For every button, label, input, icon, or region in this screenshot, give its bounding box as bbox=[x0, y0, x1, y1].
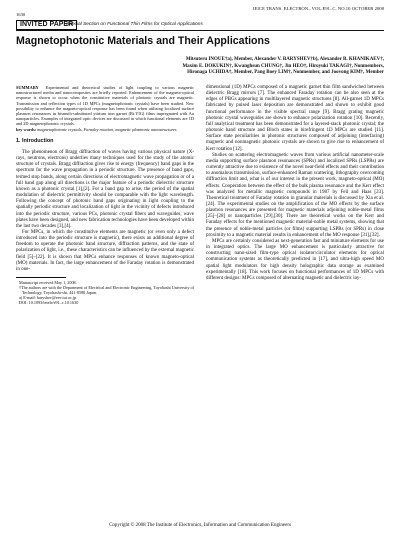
footnotes bbox=[16, 280, 194, 305]
abstract-label: SUMMARY bbox=[16, 85, 39, 90]
section-heading-introduction: 1. Introduction bbox=[16, 137, 54, 144]
paper-type-label: INVITED PAPER bbox=[16, 20, 77, 30]
left-column bbox=[16, 85, 194, 306]
author-line: Maxim E. DOKUKIN†, Kwanghsun CHUNG†, Jin HEO†, Hiroyuki TAKAGI†, Nonmembers, bbox=[182, 63, 384, 69]
header-rule bbox=[16, 30, 384, 31]
copyright-footer: Copyright © 2008 The Institute of Electronics, Information and Communication Engineers bbox=[109, 523, 291, 528]
footnote-received: Manuscript received May 1, 2008. bbox=[19, 280, 77, 286]
keywords-text: magnetophotonic crystals, Faraday rotation, magnetic plasmonic nanostructures bbox=[37, 126, 177, 132]
footnote-email: a) E-mail: baryshev@eee.tut.ac.jp bbox=[19, 295, 76, 301]
special-section-label: Special Section on Functional Thin Films for Optical Applications bbox=[66, 22, 203, 27]
footnote-rule bbox=[16, 277, 66, 278]
author-list bbox=[16, 57, 384, 77]
keywords-label: key words: bbox=[16, 126, 37, 132]
author-line: Hironaga UCHIDA†, Member, Pang Boey LIM†, Nonmember, and Joovong KIM†, Member bbox=[187, 70, 384, 76]
author-line: Mitsuteru INOUE†a), Member, Alexander V. BARYSHEV†b), Alexander B. KHANIKAEV†, bbox=[185, 57, 384, 62]
abstract-text: Experimental and theoretical studies of light coupling to various magnetic nanostructured media and nanocomposites are briefly reported. Enhancement of the magneto-optical response is shown to occur when the constitutive materials of photonic crystals are magnetic. Transmission and reflection types of 1D MPCs (magnetophotonic crystals) have been studied. New possibility to enhance the magneto-optical response has been found when utilizing localized surface plasmon resonances in bismuth-substituted yttrium iron garnet (Bi:YIG) films impregnated with Au nanoparticles. Examples of integrated optic devices are discussed in which functional elements are 1D and 2D magnetophotonic crystals. bbox=[16, 85, 194, 127]
body-paragraph: For MPCs, in which the constitutive elements are magnetic (or even only a defect introduced into the periodic structure is magnetic), there exists an additional degree of freedom to operate the photonic band structure, diffraction patterns, and the state of polarization of light, i.e., these characteristics can be influenced by the external magnetic field [5]–[22]. It is shown that MPCs enhance responses of known magneto-optical (MO) materials. In fact, the large enhancement of the Faraday rotation is demonstrated in one- bbox=[16, 230, 194, 272]
body-paragraph: MPCs are certainly considered as next-generation fast and miniature elements for use in integrated optics. The large MO enhancement is particularly attractive for constructing nano-sized film-type optical isolator/circulator elements for optical communication systems as theoretically predicted in [17], and ultra-high speed MO spatial light modulators for high density holographic data storage as examined experimentally [18]. This work focuses on functional performances of 1D MPCs with different designs: MPCs composed of alternating magnetic and dielectric lay- bbox=[206, 238, 384, 281]
journal-header: IEICE TRANS. ELECTRON., VOL.E91–C, NO.10 OCTOBER 2008 bbox=[252, 6, 384, 11]
body-paragraph: Studies on scattering electromagnetic waves from various artificial nanometer-scale media supporting surface plasmon resonances (SPRs) and localized SPRs (LSPRs) are currently attractive due to existence of the novel near-field effects and their contribution to anomalous transmission, surface-enhanced Raman scattering, lithography overcoming diffraction limit and, what is of our interest in the present work, magneto-optical (MO) effects. Cooperation between the effect of the bulk plasma resonance and the Kerr effect was analyzed for metallic magnetic compounds in 1987 by Feil and Haas [23]. Theoretical treatment of Faraday rotation in granular materials is discussed by Xia et al. [24]. The experimental studies on the amplification of the MO effects by the surface plasmon resonances are presented for magnetic materials adjoining noble-metal films [25]–[28] or nanoparticles [29],[30]. There are theoretical works on the Kerr and Faraday effects for the mentioned magnetic material-noble metal systems, showing that the presence of noble-metal particles (or films) supporting LSPRs (or SPRs) in close proximity to a magnetic material results in enhancement of the MO response [31],[32]. bbox=[206, 152, 384, 238]
body-paragraph: dimensional (1D) MPCs composed of a magnetic garnet thin film sandwiched between dielectric Bragg mirrors [7]. The enhanced Faraday rotation can be also seen at the edges of PBGs appearing in multilayered magnetic structures [8]. All-garnet 1D MPCs fabricated by pulsed laser deposition are demonstrated and shown to exhibit good functional performance in the visible spectral range [9]. Bragg grating magnetic photonic crystal waveguides are shown to enhance polarization rotation [10]. Recently, full analytical treatment has been demonstrated for a layered-stack photonic crystal; the photonic band structure and Bloch states in birefringent 1D MPCs are studied [11]. Surface state peculiarities in photonic structures composed of adjoining (interfacing) magnetic and nonmagnetic photonic crystals are shown to give rise to enhancement of Kerr rotation [12]. bbox=[206, 85, 384, 152]
right-column bbox=[206, 85, 384, 282]
footnote-doi: DOI: 10.1093/ietele/e91–c.10.1630 bbox=[19, 300, 79, 306]
page-number: 1630 bbox=[16, 12, 26, 17]
paper-title: Magnetophotonic Materials and Their Applications bbox=[16, 35, 270, 47]
abstract bbox=[16, 85, 194, 132]
paper-type-row bbox=[16, 20, 384, 29]
body-paragraph: The phenomenon of Bragg diffraction of waves having various physical nature (X-rays, neutrons, electrons) underlies many techniques used for the study of the atomic structure of crystals. Bragg diffraction gives rise to energy (frequency) band gaps in the spectrum for the wave propagation in a periodic structure. The presence of band gaps, termed stop bands, along certain directions of electromagnetic wave propagation or of a full band gap along all directions is the major feature of a periodic dielectric structure known as a photonic crystal [1],[2]. For a band gap to arise, the period of the spatial modulation of dielectric permittivity should be comparable with the light wavelength. Following the concept of photonic band gaps originating in light coupling to the spatially periodic structure and localization of light in the vicinity of defects introduced into the periodic structure, various PCs, photonic crystal fibers and waveguides, wave plates have been designed, and new fabrication technologies have been developed within the last two decades [3],[4]. bbox=[16, 149, 194, 229]
footnote-affiliation: †The authors are with the Department of Electrical and Electronic Engineering, Toyohashi University of Technology, Toyohashi-shi, 441-8580 Japan. bbox=[19, 285, 194, 296]
